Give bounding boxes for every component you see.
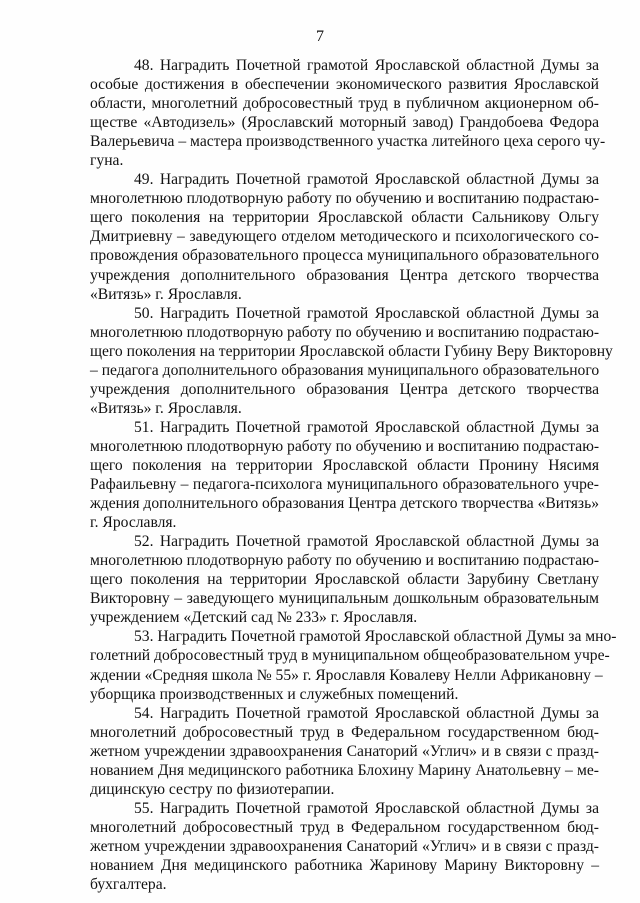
paragraph-52 bbox=[90, 532, 599, 627]
text-line: гуна. bbox=[90, 152, 124, 170]
text-line: ществе «Автодизель» (Ярославский моторный завод) Грандобоева Федора bbox=[90, 114, 599, 132]
text-line: 50. Наградить Почетной грамотой Ярославской областной Думы за bbox=[134, 304, 599, 322]
paragraph-54 bbox=[90, 704, 599, 799]
text-line: 48. Наградить Почетной грамотой Ярославской областной Думы за bbox=[134, 57, 599, 74]
text-line: голетний добросовестный труд в муниципальном общеобразовательном учре- bbox=[90, 647, 610, 665]
text-line: ждения дополнительного образования Центра детского творчества «Витязь» bbox=[90, 495, 599, 513]
text-line: жетном учреждении здравоохранения Санаторий «Углич» и в связи с празд- bbox=[90, 742, 599, 760]
text-line: г. Ярославля. bbox=[90, 514, 177, 532]
text-line: учреждения дополнительного образования Центра детского творчества bbox=[90, 380, 599, 398]
text-line: Валерьевича – мастера производственного участка литейного цеха серого чу- bbox=[90, 133, 606, 151]
text-line: 51. Наградить Почетной грамотой Ярославской областной Думы за bbox=[134, 418, 599, 436]
text-line: многолетнюю плодотворную работу по обучению и воспитанию подрастаю- bbox=[90, 190, 600, 208]
paragraph-50 bbox=[90, 304, 613, 418]
text-line: многолетнюю плодотворную работу по обучению и воспитанию подрастаю- bbox=[90, 323, 600, 341]
text-line: провождения образовательного процесса муниципального образовательного bbox=[90, 247, 599, 265]
text-line: 53. Наградить Почетной грамотой Ярославской областной Думы за мно- bbox=[134, 628, 617, 646]
text-line: щего поколения на территории Ярославской области Пронину Нясимя bbox=[90, 456, 599, 474]
text-line: щего поколения на территории Ярославской области Губину Веру Викторовну bbox=[90, 342, 613, 360]
text-line: 54. Наградить Почетной грамотой Ярославской областной Думы за bbox=[134, 704, 599, 722]
text-line: – педагога дополнительного образования муниципального образовательного bbox=[90, 361, 600, 379]
text-line: «Витязь» г. Ярославля. bbox=[90, 399, 242, 417]
text-line: дицинскую сестру по физиотерапии. bbox=[90, 780, 335, 798]
text-line: нованием Дня медицинского работника Жаринову Марину Викторовну – bbox=[90, 856, 599, 874]
text-line: 49. Наградить Почетной грамотой Ярославской областной Думы за bbox=[134, 171, 599, 189]
text-line: бухгалтера. bbox=[90, 876, 167, 894]
text-line: Рафаильевну – педагога-психолога муниципального образовательного учре- bbox=[90, 476, 599, 494]
text-line: многолетнюю плодотворную работу по обучению и воспитанию подрастаю- bbox=[90, 437, 600, 455]
text-line: многолетнюю плодотворную работу по обучению и воспитанию подрастаю- bbox=[90, 552, 600, 570]
text-line: Викторовну – заведующего муниципальным дошкольным образовательным bbox=[90, 590, 599, 608]
text-line: многолетний добросовестный труд в Федеральном государственном бюд- bbox=[90, 723, 599, 741]
text-line: 55. Наградить Почетной грамотой Ярославской областной Думы за bbox=[134, 799, 599, 817]
text-line: уборщика производственных и служебных помещений. bbox=[90, 685, 459, 703]
text-line: ждении «Средняя школа № 55» г. Ярославля Ковалеву Нелли Африкановну – bbox=[90, 666, 603, 684]
text-line: учреждения дополнительного образования Центра детского творчества bbox=[90, 266, 599, 284]
text-line: особые достижения в обеспечении экономического развития Ярославской bbox=[90, 76, 599, 94]
text-line: щего поколения на территории Ярославской области Сальникову Ольгу bbox=[90, 209, 599, 227]
page-number: 7 bbox=[316, 28, 324, 45]
text-line: области, многолетний добросовестный труд в публичном акционерном об- bbox=[90, 95, 599, 113]
paragraph-53 bbox=[90, 627, 617, 703]
text-line: щего поколения на территории Ярославской области Зарубину Светлану bbox=[90, 571, 599, 589]
paragraph-55 bbox=[90, 799, 599, 894]
text-line: нованием Дня медицинского работника Блохину Марину Анатольевну – ме- bbox=[90, 761, 599, 779]
text-line: Дмитриевну – заведующего отделом методического и психологического со- bbox=[90, 228, 599, 246]
paragraph-51 bbox=[90, 418, 599, 532]
text-line: 52. Наградить Почетной грамотой Ярославской областной Думы за bbox=[134, 533, 599, 551]
document-body bbox=[90, 56, 617, 894]
text-line: жетном учреждении здравоохранения Санаторий «Углич» и в связи с празд- bbox=[90, 837, 599, 855]
text-line: «Витязь» г. Ярославля. bbox=[90, 285, 242, 303]
text-line: учреждением «Детский сад № 233» г. Ярославля. bbox=[90, 609, 418, 627]
text-line: многолетний добросовестный труд в Федеральном государственном бюд- bbox=[90, 818, 599, 836]
paragraph-48 bbox=[90, 56, 606, 170]
paragraph-49 bbox=[90, 170, 599, 303]
